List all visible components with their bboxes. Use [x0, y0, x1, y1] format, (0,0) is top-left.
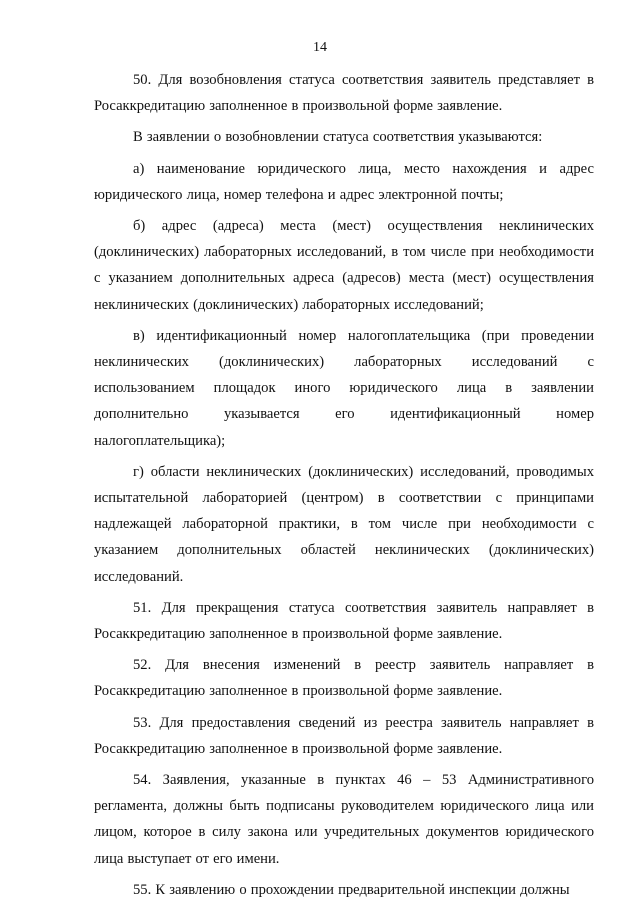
paragraph-item-v: в) идентификационный номер налогоплательщика (при проведении неклинических (доклинических) лабораторных исследований с использованием площадок иного юридического лица в заявлении дополнительно указывается его идентификационный номер налогоплательщика); [94, 327, 594, 449]
paragraph-55: 55. К заявлению о прохождении предварительной инспекции должны [133, 881, 570, 898]
paragraph-53: 53. Для предоставления сведений из реестра заявитель направляет в Росаккредитацию заполненное в произвольной форме заявление. [94, 714, 594, 757]
paragraph-application-contents-intro: В заявлении о возобновлении статуса соответствия указываются: [133, 129, 543, 146]
paragraph-item-g: г) области неклинических (доклинических) исследований, проводимых испытательной лабораторией (центром) в соответствии с принципами надлежащей лабораторной практики, в том числе при необходимости с указанием дополнительных областей неклинических (доклинических) исследований. [94, 463, 594, 585]
document-body [94, 67, 594, 908]
page-number: 14 [313, 40, 327, 55]
paragraph-50: 50. Для возобновления статуса соответствия заявитель представляет в Росаккредитацию заполненное в произвольной форме заявление. [94, 72, 594, 115]
paragraph-item-a: а) наименование юридического лица, место нахождения и адрес юридического лица, номер телефона и адрес электронной почты; [94, 160, 594, 203]
paragraph-52: 52. Для внесения изменений в реестр заявитель направляет в Росаккредитацию заполненное в произвольной форме заявление. [94, 657, 594, 700]
paragraph-item-b: б) адрес (адреса) места (мест) осуществления неклинических (доклинических) лабораторных исследований, в том числе при необходимости с указанием дополнительных адреса (адресов) места (мест) осуществления неклинических (доклинических) лабораторных исследований; [94, 218, 594, 313]
paragraph-54: 54. Заявления, указанные в пунктах 46 – 53 Административного регламента, должны быть подписаны руководителем юридического лица или лицом, которое в силу закона или учредительных документов юридического лица выступает от его имени. [94, 772, 594, 867]
paragraph-51: 51. Для прекращения статуса соответствия заявитель направляет в Росаккредитацию заполненное в произвольной форме заявление. [94, 599, 594, 643]
